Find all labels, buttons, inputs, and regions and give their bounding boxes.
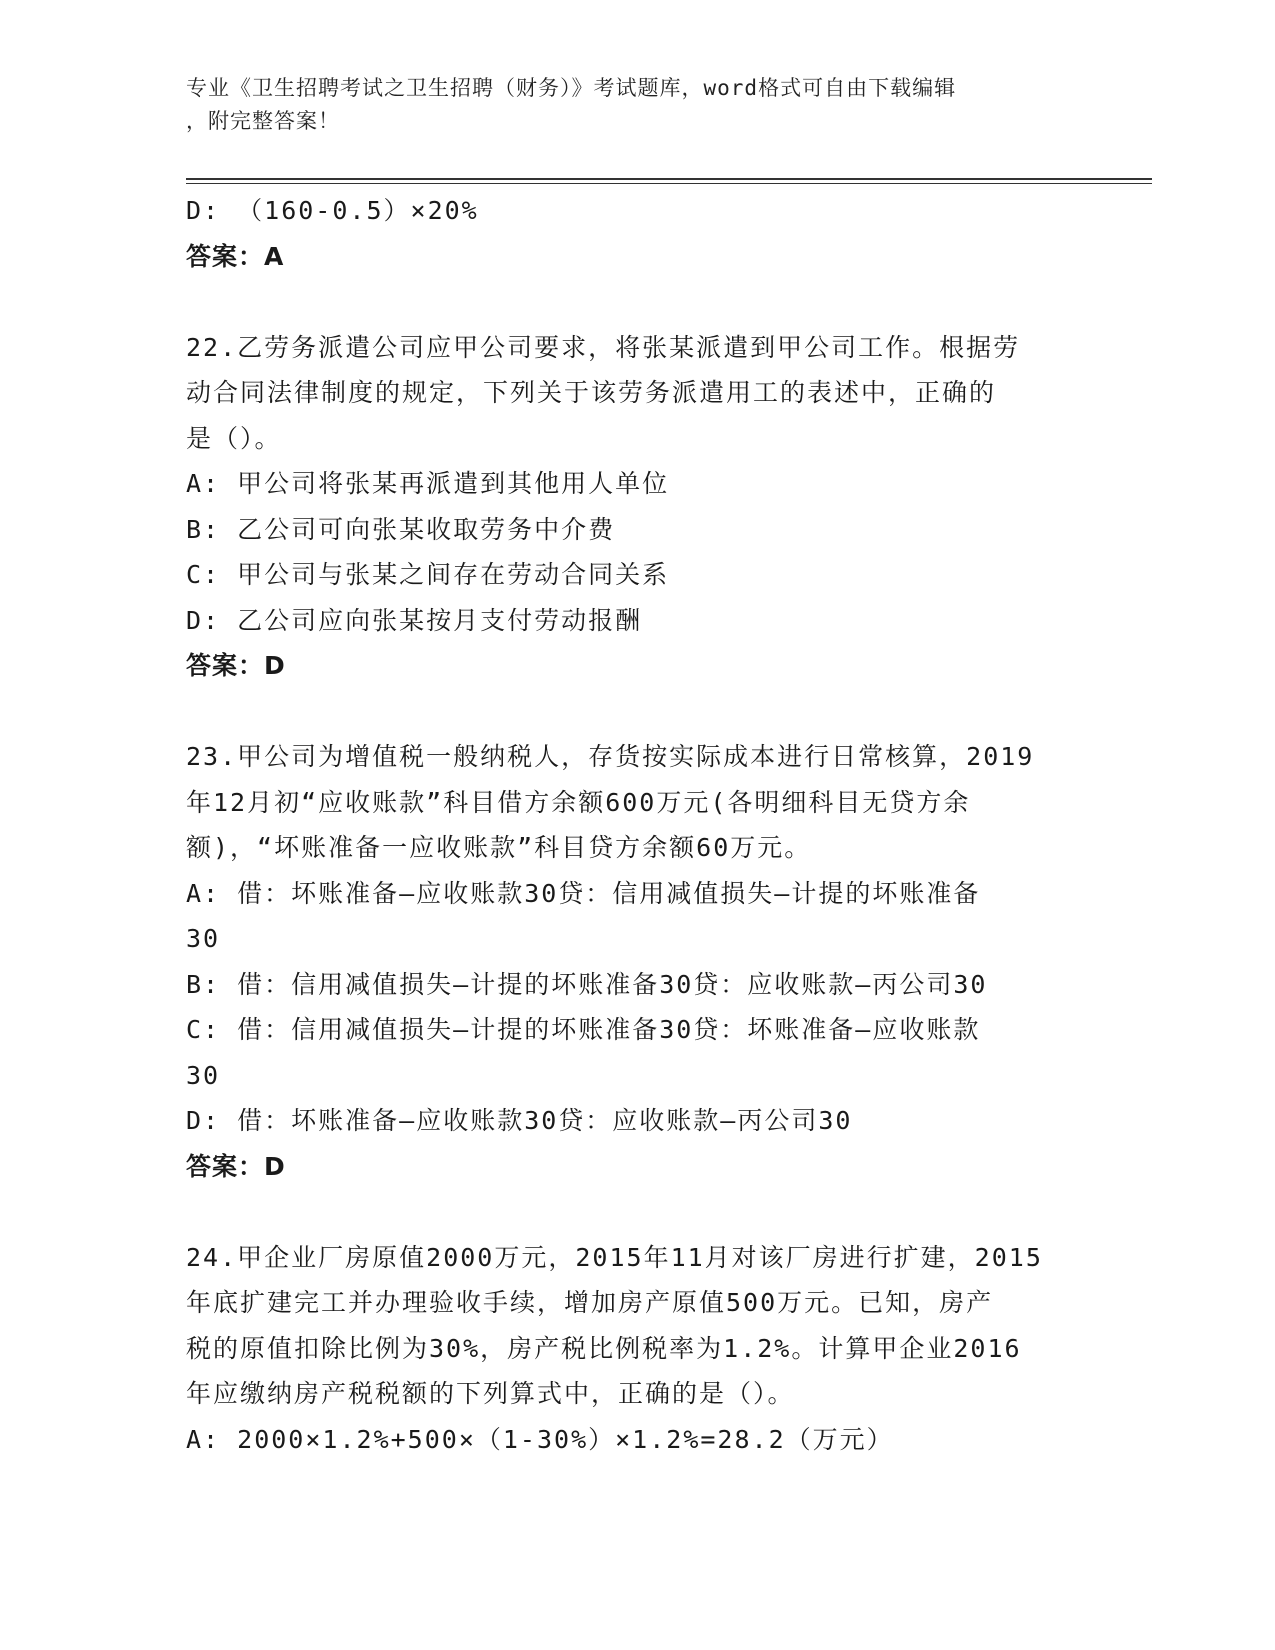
- question-24: [186, 1235, 1086, 1463]
- question-23-option-a: A: 借：坏账准备—应收账款30贷：信用减值损失—计提的坏账准备: [186, 878, 981, 908]
- question-23-stem-line: 23.甲公司为增值税一般纳税人，存货按实际成本进行日常核算，2019: [186, 742, 1035, 771]
- question-24-stem-line: 年底扩建完工并办理验收手续，增加房产原值500万元。已知，房产: [186, 1288, 994, 1317]
- prev-question-answer: 答案：A: [186, 241, 285, 271]
- question-23-stem-line: 额)，“坏账准备一应收账款”科目贷方余额60万元。: [186, 833, 812, 862]
- question-23-answer: 答案：D: [186, 1151, 286, 1181]
- question-23-option-a-cont: 30: [186, 924, 221, 953]
- question-22-stem-line: 22.乙劳务派遣公司应甲公司要求，将张某派遣到甲公司工作。根据劳: [186, 332, 1021, 362]
- question-23-option-b: B: 借：信用减值损失—计提的坏账准备30贷：应收账款—丙公司30: [186, 969, 988, 999]
- question-22-stem-line: 动合同法律制度的规定，下列关于该劳务派遣用工的表述中，正确的: [186, 378, 997, 407]
- question-22-option-c: C: 甲公司与张某之间存在劳动合同关系: [186, 560, 670, 589]
- question-22: [186, 325, 1086, 689]
- prev-question-option-d: D: （160-0.5）×20%: [186, 196, 479, 225]
- question-22-stem-line: 是（）。: [186, 423, 282, 453]
- page-header: [186, 72, 1086, 138]
- question-22-option-d: D: 乙公司应向张某按月支付劳动报酬: [186, 605, 643, 635]
- question-24-stem-line: 年应缴纳房产税税额的下列算式中，正确的是（）。: [186, 1379, 795, 1408]
- question-22-answer: 答案：D: [186, 651, 286, 680]
- question-23: [186, 734, 1086, 1189]
- question-22-option-a: A: 甲公司将张某再派遣到其他用人单位: [186, 469, 670, 498]
- header-line-1: 专业《卫生招聘考试之卫生招聘（财务）》考试题库，word格式可自由下载编辑: [186, 76, 957, 100]
- header-divider: [186, 178, 1152, 180]
- spacer: [186, 279, 1086, 325]
- question-24-option-a: A: 2000×1.2%+500×（1-30%）×1.2%=28.2（万元）: [186, 1424, 894, 1454]
- spacer: [186, 689, 1086, 735]
- question-23-option-c: C: 借：信用减值损失—计提的坏账准备30贷：坏账准备—应收账款: [186, 1015, 981, 1044]
- question-content: [186, 188, 1086, 1462]
- spacer: [186, 1189, 1086, 1235]
- question-23-stem-line: 年12月初“应收账款”科目借方余额600万元(各明细科目无贷方余: [186, 787, 971, 817]
- question-23-option-d: D: 借：坏账准备—应收账款30贷：应收账款—丙公司30: [186, 1106, 853, 1135]
- question-23-option-c-cont: 30: [186, 1060, 221, 1090]
- question-24-stem-line: 24.甲企业厂房原值2000万元，2015年11月对该厂房进行扩建，2015: [186, 1242, 1043, 1272]
- header-divider-thin: [186, 183, 1152, 184]
- question-24-stem-line: 税的原值扣除比例为30%，房产税比例税率为1.2%。计算甲企业2016: [186, 1333, 1022, 1363]
- header-line-2: ，附完整答案！: [186, 109, 340, 133]
- question-22-option-b: B: 乙公司可向张某收取劳务中介费: [186, 514, 616, 544]
